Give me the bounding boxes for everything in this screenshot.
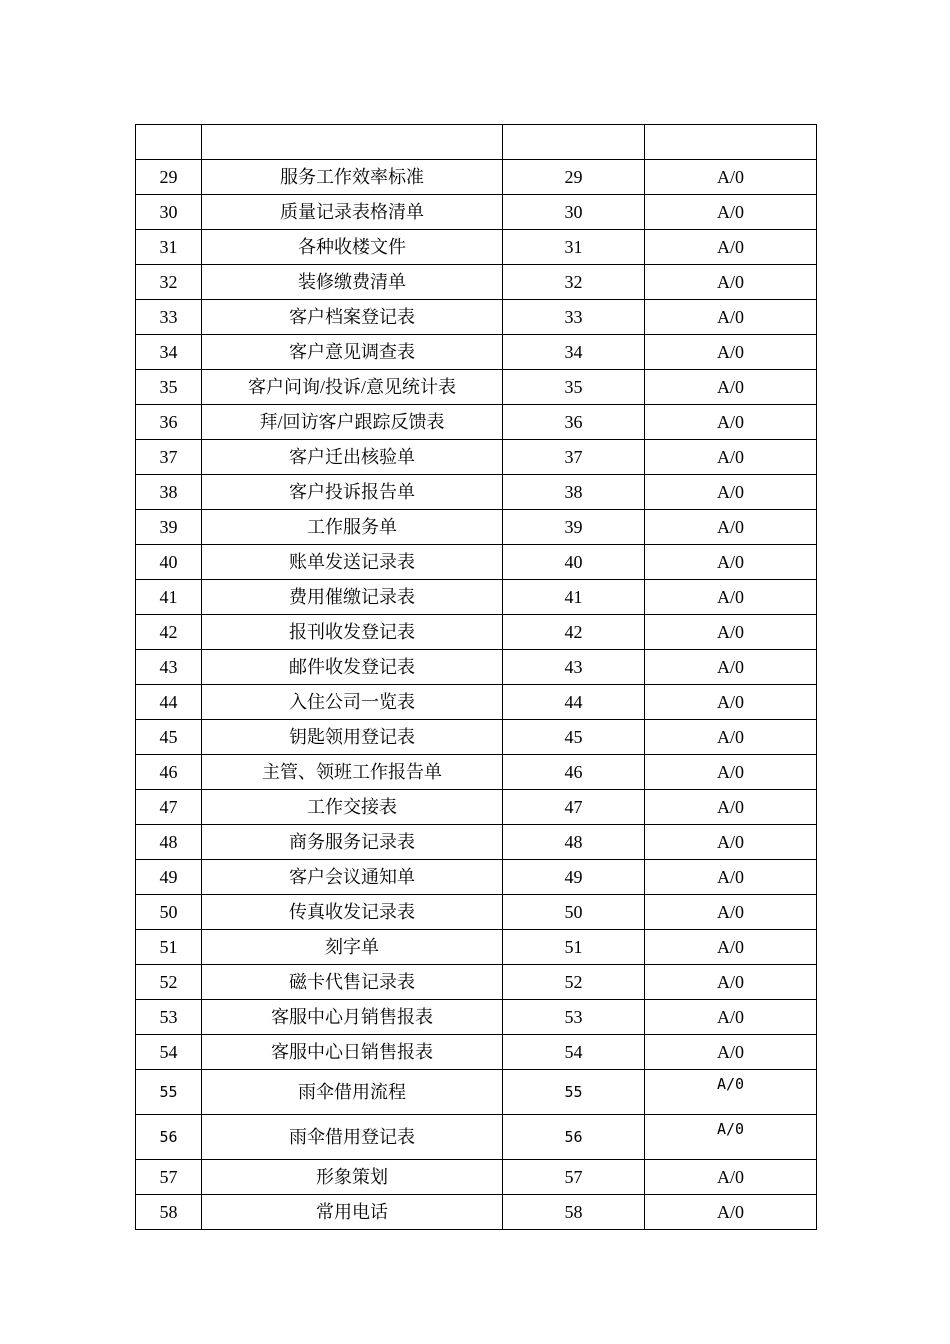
document-name-cell: 客服中心月销售报表 [202,1000,503,1035]
document-code-cell: 51 [503,930,645,965]
table-row [136,440,817,475]
document-code-cell: 31 [503,230,645,265]
document-code-cell: 35 [503,370,645,405]
row-number-cell: 35 [136,370,202,405]
row-number-cell: 50 [136,895,202,930]
document-name-cell: 形象策划 [202,1160,503,1195]
row-number-cell: 46 [136,755,202,790]
row-number-cell: 57 [136,1160,202,1195]
revision-cell: A/0 [645,1000,817,1035]
table-row [136,475,817,510]
table-row [136,790,817,825]
revision-cell: A/0 [645,1160,817,1195]
row-number-cell: 53 [136,1000,202,1035]
table-row [136,230,817,265]
table-row [136,615,817,650]
document-name-cell: 工作交接表 [202,790,503,825]
document-code-cell: 54 [503,1035,645,1070]
document-code-cell: 37 [503,440,645,475]
row-number-cell: 45 [136,720,202,755]
row-number-cell: 58 [136,1195,202,1230]
table-row [136,650,817,685]
document-name-cell: 雨伞借用流程 [202,1070,503,1115]
revision-cell: A/0 [645,860,817,895]
row-number-cell: 48 [136,825,202,860]
document-code-cell: 52 [503,965,645,1000]
revision-cell: A/0 [645,440,817,475]
document-code-cell: 58 [503,1195,645,1230]
row-number-cell: 40 [136,545,202,580]
table-row [136,930,817,965]
revision-cell: A/0 [645,335,817,370]
table-row [136,965,817,1000]
document-name-cell: 主管、领班工作报告单 [202,755,503,790]
document-name-cell: 质量记录表格清单 [202,195,503,230]
table-row [136,1000,817,1035]
revision-cell: A/0 [645,825,817,860]
document-code-cell: 55 [503,1070,645,1115]
table-row [136,825,817,860]
document-name-cell: 磁卡代售记录表 [202,965,503,1000]
document-code-cell: 45 [503,720,645,755]
table-row [136,580,817,615]
row-number-cell: 37 [136,440,202,475]
revision-cell: A/0 [645,685,817,720]
table-row [136,300,817,335]
header-cell-code [503,125,645,160]
table-row [136,405,817,440]
document-code-cell: 29 [503,160,645,195]
document-name-cell: 客户投诉报告单 [202,475,503,510]
document-name-cell: 客户会议通知单 [202,860,503,895]
document-code-cell: 33 [503,300,645,335]
row-number-cell: 29 [136,160,202,195]
header-cell-no [136,125,202,160]
row-number-cell: 55 [136,1070,202,1115]
revision-cell: A/0 [645,475,817,510]
document-name-cell: 工作服务单 [202,510,503,545]
document-table [135,124,817,1230]
row-number-cell: 56 [136,1115,202,1160]
revision-cell: A/0 [645,1115,817,1160]
document-name-cell: 常用电话 [202,1195,503,1230]
revision-cell: A/0 [645,650,817,685]
revision-cell: A/0 [645,930,817,965]
table-row [136,195,817,230]
revision-cell: A/0 [645,1195,817,1230]
document-code-cell: 43 [503,650,645,685]
revision-cell: A/0 [645,195,817,230]
document-name-cell: 各种收楼文件 [202,230,503,265]
document-name-cell: 装修缴费清单 [202,265,503,300]
revision-cell: A/0 [645,300,817,335]
revision-cell: A/0 [645,1070,817,1115]
table-row [136,545,817,580]
revision-cell: A/0 [645,510,817,545]
document-name-cell: 雨伞借用登记表 [202,1115,503,1160]
document-name-cell: 客户档案登记表 [202,300,503,335]
document-name-cell: 服务工作效率标准 [202,160,503,195]
revision-cell: A/0 [645,580,817,615]
document-code-cell: 39 [503,510,645,545]
document-code-cell: 56 [503,1115,645,1160]
revision-cell: A/0 [645,720,817,755]
row-number-cell: 54 [136,1035,202,1070]
revision-cell: A/0 [645,160,817,195]
header-cell-name [202,125,503,160]
header-cell-rev [645,125,817,160]
row-number-cell: 39 [136,510,202,545]
row-number-cell: 34 [136,335,202,370]
document-code-cell: 44 [503,685,645,720]
table-row [136,370,817,405]
document-code-cell: 34 [503,335,645,370]
table-row [136,335,817,370]
document-name-cell: 报刊收发登记表 [202,615,503,650]
row-number-cell: 51 [136,930,202,965]
revision-cell: A/0 [645,230,817,265]
row-number-cell: 32 [136,265,202,300]
revision-cell: A/0 [645,405,817,440]
revision-cell: A/0 [645,790,817,825]
table-row [136,860,817,895]
row-number-cell: 43 [136,650,202,685]
revision-cell: A/0 [645,370,817,405]
table-row [136,265,817,300]
revision-cell: A/0 [645,755,817,790]
document-name-cell: 账单发送记录表 [202,545,503,580]
row-number-cell: 42 [136,615,202,650]
table-row [136,1115,817,1160]
table-row [136,510,817,545]
table-row [136,1070,817,1115]
table-header-row [136,125,817,160]
revision-cell: A/0 [645,615,817,650]
document-name-cell: 商务服务记录表 [202,825,503,860]
row-number-cell: 52 [136,965,202,1000]
document-code-cell: 48 [503,825,645,860]
row-number-cell: 38 [136,475,202,510]
document-code-cell: 53 [503,1000,645,1035]
document-name-cell: 入住公司一览表 [202,685,503,720]
row-number-cell: 49 [136,860,202,895]
table-row [136,1195,817,1230]
document-code-cell: 36 [503,405,645,440]
document-code-cell: 40 [503,545,645,580]
row-number-cell: 41 [136,580,202,615]
table-row [136,720,817,755]
document-name-cell: 费用催缴记录表 [202,580,503,615]
document-code-cell: 30 [503,195,645,230]
document-name-cell: 邮件收发登记表 [202,650,503,685]
document-name-cell: 钥匙领用登记表 [202,720,503,755]
table-row [136,160,817,195]
row-number-cell: 36 [136,405,202,440]
document-code-cell: 57 [503,1160,645,1195]
document-name-cell: 客户问询/投诉/意见统计表 [202,370,503,405]
revision-cell: A/0 [645,545,817,580]
revision-cell: A/0 [645,265,817,300]
revision-cell: A/0 [645,895,817,930]
document-code-cell: 42 [503,615,645,650]
revision-cell: A/0 [645,965,817,1000]
row-number-cell: 47 [136,790,202,825]
row-number-cell: 31 [136,230,202,265]
table-body [136,125,817,1230]
row-number-cell: 33 [136,300,202,335]
table-row [136,685,817,720]
table-row [136,895,817,930]
document-code-cell: 47 [503,790,645,825]
document-name-cell: 刻字单 [202,930,503,965]
revision-cell: A/0 [645,1035,817,1070]
table-row [136,755,817,790]
document-code-cell: 46 [503,755,645,790]
document-code-cell: 49 [503,860,645,895]
document-name-cell: 客服中心日销售报表 [202,1035,503,1070]
row-number-cell: 30 [136,195,202,230]
row-number-cell: 44 [136,685,202,720]
document-name-cell: 拜/回访客户跟踪反馈表 [202,405,503,440]
document-code-cell: 38 [503,475,645,510]
document-name-cell: 传真收发记录表 [202,895,503,930]
table-row [136,1160,817,1195]
document-name-cell: 客户迁出核验单 [202,440,503,475]
document-code-cell: 41 [503,580,645,615]
document-code-cell: 50 [503,895,645,930]
document-code-cell: 32 [503,265,645,300]
document-name-cell: 客户意见调查表 [202,335,503,370]
table-row [136,1035,817,1070]
